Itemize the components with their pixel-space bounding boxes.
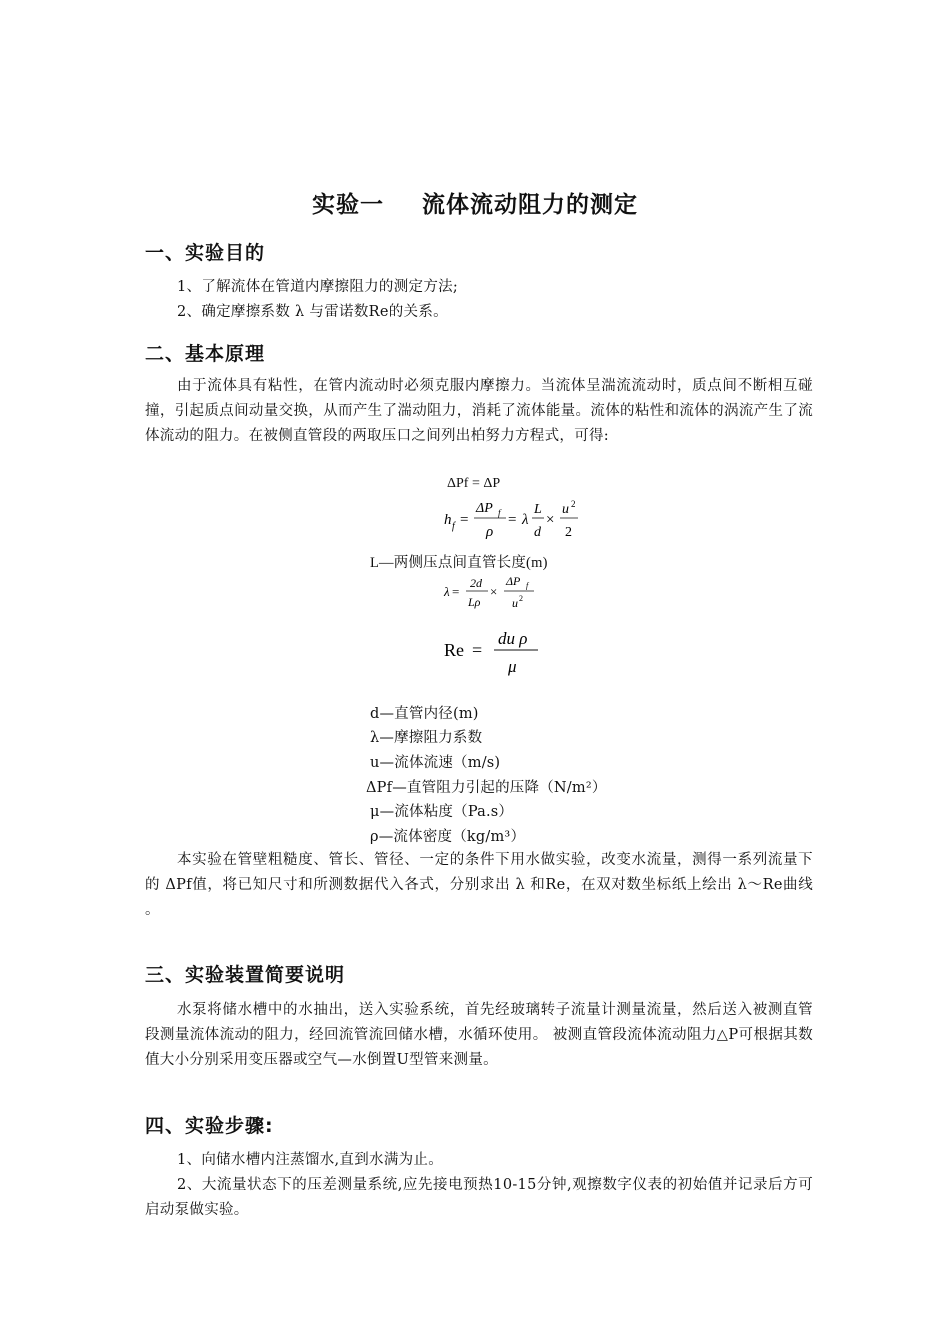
svg-text:=: =	[452, 584, 460, 599]
symbol-u: u—流体流速（m/s)	[370, 755, 501, 771]
section-heading-principle: 二、基本原理	[145, 343, 266, 365]
definition-L: L—两侧压点间直管长度(m)	[370, 555, 548, 571]
symbol-delta-p: ΔPf—直管阻力引起的压降（N/m²）	[366, 780, 607, 796]
symbol-lambda: λ—摩擦阻力系数	[370, 730, 483, 746]
objective-item-2: 2、确定摩擦系数 λ 与雷诺数Re的关系。	[177, 304, 448, 320]
svg-text:du ρ: du ρ	[498, 629, 528, 648]
svg-text:Lρ: Lρ	[468, 595, 481, 609]
svg-text:f: f	[452, 521, 455, 532]
svg-text:2: 2	[571, 499, 576, 509]
section-heading-objectives: 一、实验目的	[145, 242, 266, 264]
principle-paragraph: 由于流体具有粘性，在管内流动时必须克服内摩擦力。当流体呈湍流流动时，质点间不断相互碰撞，引起质点间动量交换，从而产生了湍动阻力，消耗了流体能量。流体的粘性和流体的涡流产生了流体流动的阻力。在被侧直管段的两取压口之间列出柏努力方程式，可得:	[145, 378, 813, 444]
svg-text:h: h	[444, 512, 452, 528]
svg-text:×: ×	[490, 584, 498, 599]
svg-text:μ: μ	[508, 657, 517, 676]
svg-text:u: u	[562, 502, 569, 517]
svg-text:Re: Re	[444, 640, 464, 660]
svg-text:ΔP: ΔP	[476, 501, 493, 516]
symbol-mu: μ—流体粘度（Pa.s）	[370, 804, 514, 820]
equation-head-loss	[440, 496, 600, 544]
svg-text:2: 2	[519, 594, 523, 603]
equation-reynolds	[440, 626, 550, 678]
svg-text:×: ×	[546, 512, 555, 528]
section-heading-apparatus: 三、实验装置简要说明	[145, 964, 346, 986]
svg-text:ρ: ρ	[486, 524, 494, 540]
procedure-step-1: 1、向储水槽内注蒸馏水,直到水满为止。	[177, 1152, 444, 1168]
svg-text:L: L	[534, 502, 542, 517]
method-paragraph: 本实验在管壁粗糙度、管长、管径、一定的条件下用水做实验，改变水流量，测得一系列流量下的 ΔPf值，将已知尺寸和所测数据代入各式，分别求出 λ 和Re，在双对数坐标纸上绘出 λ～Re曲线 。	[145, 852, 813, 918]
svg-text:2: 2	[565, 525, 572, 540]
apparatus-paragraph: 水泵将储水槽中的水抽出，送入实验系统，首先经玻璃转子流量计测量流量，然后送入被测直管段测量流体流动的阻力，经回流管流回储水槽，水循环使用。 被测直管段流体流动阻力△P可根据其数值大小分别采用变压器或空气—水倒置U型管来测量。	[145, 1002, 813, 1068]
symbol-rho: ρ—流体密度（kg/m³）	[370, 829, 526, 845]
svg-text:f: f	[498, 508, 501, 518]
symbol-d: d—直管内径(m)	[370, 706, 479, 722]
title-experiment-name: 流体流动阻力的测定	[422, 192, 638, 218]
svg-text:=: =	[472, 640, 483, 660]
svg-text:λ: λ	[444, 584, 450, 599]
equation-friction-factor	[440, 572, 550, 614]
page-title	[0, 186, 950, 219]
title-experiment-number: 实验一	[312, 192, 384, 218]
svg-text:u: u	[512, 596, 518, 610]
svg-text:ΔP: ΔP	[506, 574, 521, 588]
svg-text:d: d	[534, 525, 541, 540]
procedure-step-2: 2、大流量状态下的压差测量系统,应先接电预热10-15分钟,观擦数字仪表的初始值并记录后方可启动泵做实验。	[145, 1177, 813, 1218]
svg-text:=: =	[460, 512, 469, 528]
svg-text:2d: 2d	[470, 576, 482, 590]
objective-item-1: 1、了解流体在管道内摩擦阻力的测定方法;	[177, 279, 459, 295]
equation-pressure-drop: ΔPf = ΔP	[447, 476, 501, 491]
section-heading-procedure: 四、实验步骤:	[145, 1115, 274, 1137]
svg-text:=: =	[508, 512, 517, 528]
svg-text:λ: λ	[522, 512, 529, 528]
svg-text:f: f	[526, 581, 529, 590]
